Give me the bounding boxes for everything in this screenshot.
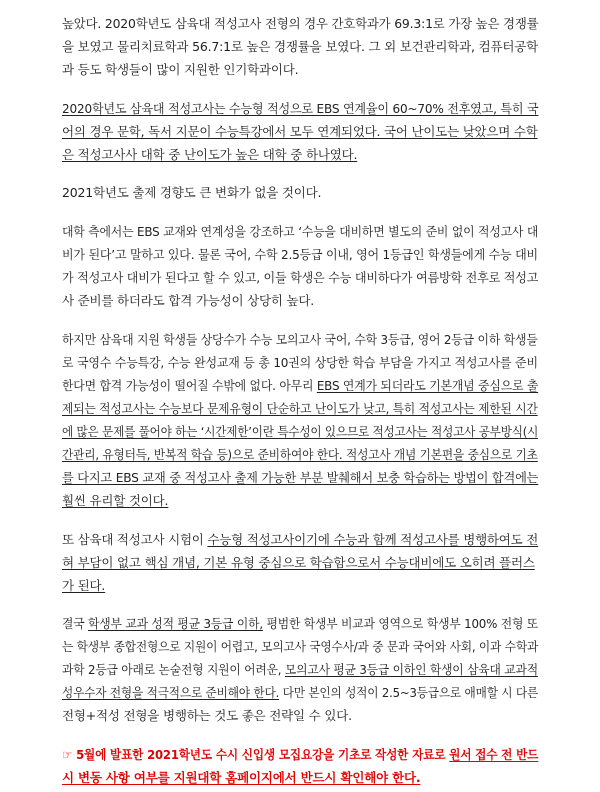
text-line [62, 401, 538, 417]
text-line [62, 770, 420, 786]
underlined-text: 제되는 적성고사는 수능보다 문제유형이 단순하고 난이도가 낮고, 특히 적성고사는 제한된 시간 [62, 401, 538, 416]
text-span: 대학 측에서는 EBS 교재와 연계성을 강조하고 ‘수능을 대비하면 별도의 준비 없이 적성고사 대 [62, 224, 539, 239]
text-line [62, 708, 352, 724]
text-span: 는 학생부 종합전형으로 지원이 어렵고, 모의고사 국영수사/과 중 문과 국어와 사회, 이과 수학과 [62, 639, 539, 654]
text-span: 로 국영수 수능특강, 수능 완성교재 등 총 10권의 상당한 학습 부담을 가지고 적성고사를 준비 [62, 355, 538, 370]
text-span: 하지만 삼육대 지원 학생들 상당수가 수능 모의고사 국어, 수학 3등급, 영어 2등급 이하 학생들 [62, 332, 538, 347]
text-line [62, 39, 538, 55]
underlined-text: 혀 부담이 없고 핵심 개념, 기본 유형 중심으로 학습함으로서 수능대비에도 오히려 플러스 [62, 555, 535, 570]
text-line [62, 578, 105, 594]
text-line [62, 332, 538, 348]
underlined-text: 학생부 교과 성적 평균 3등급 이하, [88, 616, 263, 631]
text-span: ☞ 5월에 발표한 2021학년도 수시 신입생 모집요강을 기초로 작성한 자료로 [62, 747, 450, 762]
underlined-text: 2020학년도 삼육대 적성고사는 수능형 적성으로 EBS 연계율이 60~70% 전후였고, 특히 국 [62, 101, 539, 116]
text-span: 결국 [62, 616, 89, 631]
text-span: 비가 된다’고 말하고 있다. 물론 국어, 수학 2.5등급 이내, 영어 1등급인 학생들에게 수능 대비 [62, 247, 538, 262]
text-line [62, 532, 538, 548]
text-span: 평범한 학생부 비교과 영역으로 학생부 100% 전형 또 [262, 616, 539, 631]
text-span: 높았다. 2020학년도 삼육대 적성고사 전형의 경우 간호학과가 69.3:1로 가장 높은 경쟁률 [62, 16, 539, 31]
underlined-text: 를 다지고 EBS 교재 중 적성고사 출제 가능한 부분 발췌해서 보충 학습하는 방법이 합격에는 [62, 470, 539, 485]
text-line [62, 270, 538, 286]
underlined-text: 은 적성고사사 대학 중 난이도가 높은 대학 중 하나였다. [62, 147, 358, 162]
underlined-text: 에 많은 문제를 풀어야 하는 ‘시간제한’이란 특수성이 있으므로 적성고사는 적성고사 공부방식(시 [62, 424, 539, 439]
text-line [62, 224, 538, 240]
text-span: 가 적성고사 대비가 된다고 할 수 있고, 이들 학생은 수능 대비하다가 여름방학 전후로 적성고 [62, 270, 539, 285]
underlined-text: 어의 경우 문학, 독서 지문이 수능특강에서 모두 연계되었다. 국어 난이도는 낮았으며 수학 [62, 124, 538, 139]
text-line [62, 16, 538, 32]
underlined-text: 훨씬 유리할 것이다. [62, 493, 169, 508]
text-span: 다만 본인의 성적이 2.5~3등급으로 애매할 시 다른 [279, 685, 539, 700]
underlined-text: 원서 접수 전 반드 [449, 747, 539, 762]
underlined-text: 수능형 적성고사이기에 수능과 함께 적성고사를 병행하여도 전 [207, 532, 539, 547]
text-line [62, 493, 168, 509]
underlined-text: 성우수자 전형을 적극적으로 준비해야 한다. [62, 685, 280, 700]
text-line [62, 662, 538, 678]
text-span: 과 등도 학생들이 많이 지원한 인기학과이다. [62, 62, 299, 77]
text-line [62, 247, 538, 263]
text-line [62, 101, 538, 117]
text-span: 사 준비를 하더라도 합격 가능성이 상당히 높다. [62, 293, 315, 308]
text-line [62, 293, 314, 309]
text-line [62, 355, 538, 371]
text-span: 2021학년도 출제 경향도 큰 변화가 없을 것이다. [62, 185, 322, 200]
text-line [62, 447, 538, 463]
underlined-text: EBS 연계가 되더라도 기본개념 중심으로 출 [316, 378, 539, 393]
text-line [62, 424, 538, 440]
text-line [62, 685, 538, 701]
text-line [62, 639, 538, 655]
text-line [62, 747, 538, 763]
text-span: 과학 2등급 아래로 논술전형 지원이 어려운, [62, 662, 285, 677]
underlined-text: 가 된다. [62, 578, 106, 593]
text-line [62, 470, 538, 486]
text-line [62, 62, 298, 78]
text-span: 을 보였고 물리치료학과 56.7:1로 높은 경쟁률을 보였다. 그 외 보건관리학과, 컴퓨터공학 [62, 39, 538, 54]
text-span: 전형+적성 전형을 병행하는 것도 좋은 전략일 수 있다. [62, 708, 352, 723]
text-line [62, 378, 538, 394]
text-line [62, 124, 538, 140]
text-span: 한다면 합격 가능성이 떨어질 수밖에 없다. 아무리 [62, 378, 317, 393]
text-line [62, 185, 321, 201]
text-span: 또 삼육대 적성고사 시험이 [62, 532, 208, 547]
underlined-text: 시 변동 사항 여부를 지원대학 홈페이지에서 반드시 확인해야 한다. [62, 770, 421, 785]
text-line [62, 616, 538, 632]
underlined-text: 모의고사 평균 3등급 이하인 학생이 삼육대 교과적 [284, 662, 538, 677]
underlined-text: 간관리, 유형터득, 반복적 학습 등)으로 준비하여야 한다. 적성고사 개념 기본편을 중심으로 기초 [62, 447, 538, 462]
text-line [62, 147, 357, 163]
text-line [62, 555, 535, 571]
